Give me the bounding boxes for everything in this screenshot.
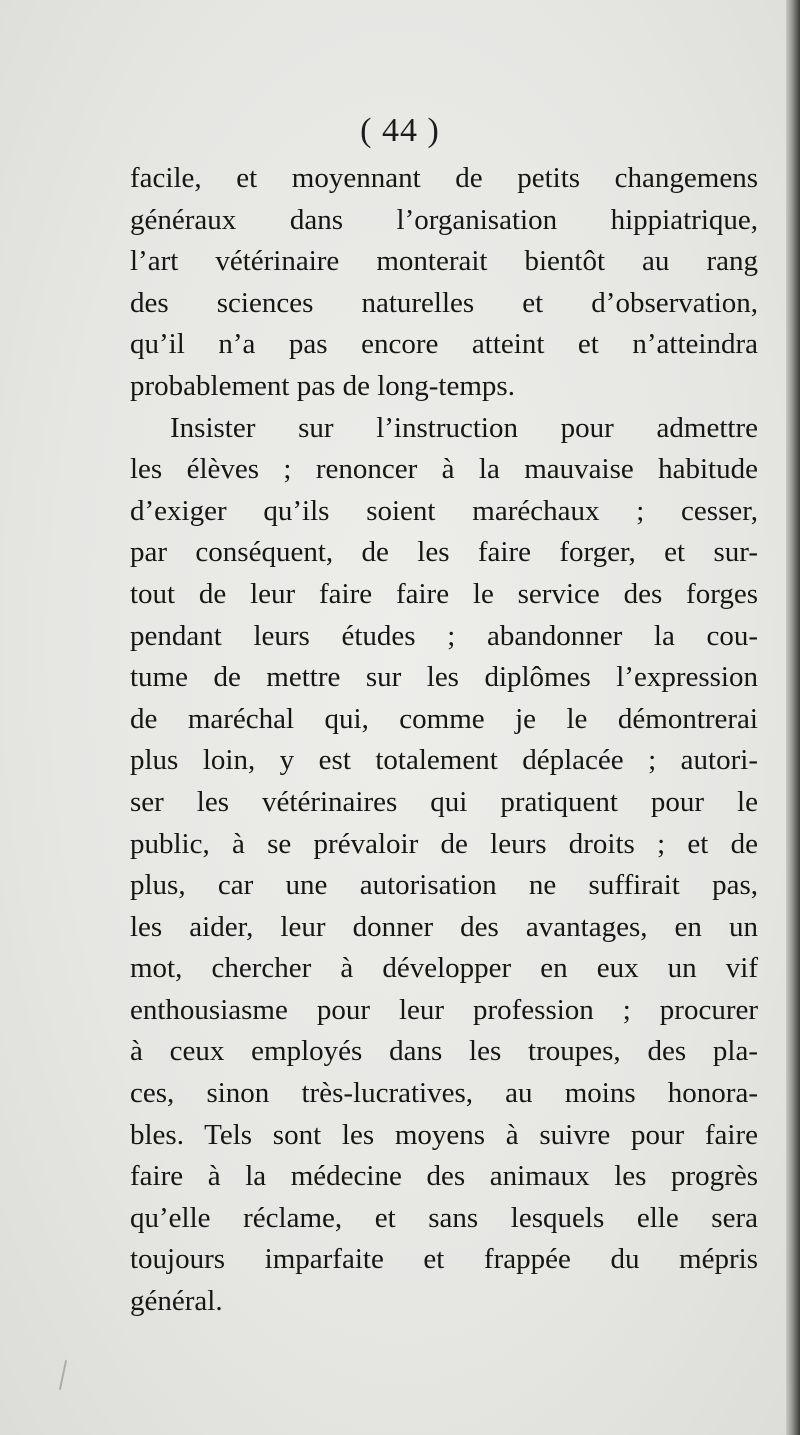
text-line: plus loin, y est totalement déplacée ; autori- (130, 744, 758, 777)
text-line: qu’il n’a pas encore atteint et n’atteindra (130, 328, 758, 361)
text-line: de maréchal qui, comme je le démontrerai (130, 702, 758, 735)
text-line: plus, car une autorisation ne suffirait pas, (130, 869, 758, 902)
text-line: des sciences naturelles et d’observation, (130, 286, 758, 319)
text-line: pendant leurs études ; abandonner la cou- (130, 619, 758, 652)
text-line: les élèves ; renoncer à la mauvaise habitude (130, 453, 758, 486)
text-line: à ceux employés dans les troupes, des pla- (130, 1035, 758, 1068)
text-line: ser les vétérinaires qui pratiquent pour le (130, 785, 758, 818)
text-line: mot, chercher à développer en eux un vif (130, 952, 758, 985)
text-line: toujours imparfaite et frappée du mépris (130, 1243, 758, 1276)
text-line: général. (130, 1285, 223, 1318)
text-line: par conséquent, de les faire forger, et sur- (130, 536, 758, 569)
page-edge-shadow (786, 0, 800, 1435)
text-line: les aider, leur donner des avantages, en un (130, 910, 758, 943)
body-text (130, 158, 758, 1323)
paragraph-start-line: Insister sur l’instruction pour admettre (170, 411, 758, 444)
text-line: tume de mettre sur les diplômes l’expression (130, 661, 758, 694)
text-line: l’art vétérinaire monterait bientôt au rang (130, 245, 758, 278)
text-line: probablement pas de long-temps. (130, 369, 515, 402)
text-line: généraux dans l’organisation hippiatrique, (130, 203, 758, 236)
text-line: d’exiger qu’ils soient maréchaux ; cesser, (130, 494, 758, 527)
text-line: bles. Tels sont les moyens à suivre pour faire (130, 1118, 758, 1151)
text-line: tout de leur faire faire le service des forges (130, 577, 758, 610)
ink-mark (59, 1360, 67, 1390)
page-number: ( 44 ) (360, 112, 440, 149)
text-line: qu’elle réclame, et sans lesquels elle sera (130, 1201, 758, 1234)
text-line: ces, sinon très-lucratives, au moins honora- (130, 1077, 758, 1110)
text-line: public, à se prévaloir de leurs droits ; et de (130, 827, 758, 860)
text-line: facile, et moyennant de petits changemens (130, 162, 758, 194)
text-line: faire à la médecine des animaux les progrès (130, 1160, 758, 1193)
text-line: enthousiasme pour leur profession ; procurer (130, 993, 758, 1026)
